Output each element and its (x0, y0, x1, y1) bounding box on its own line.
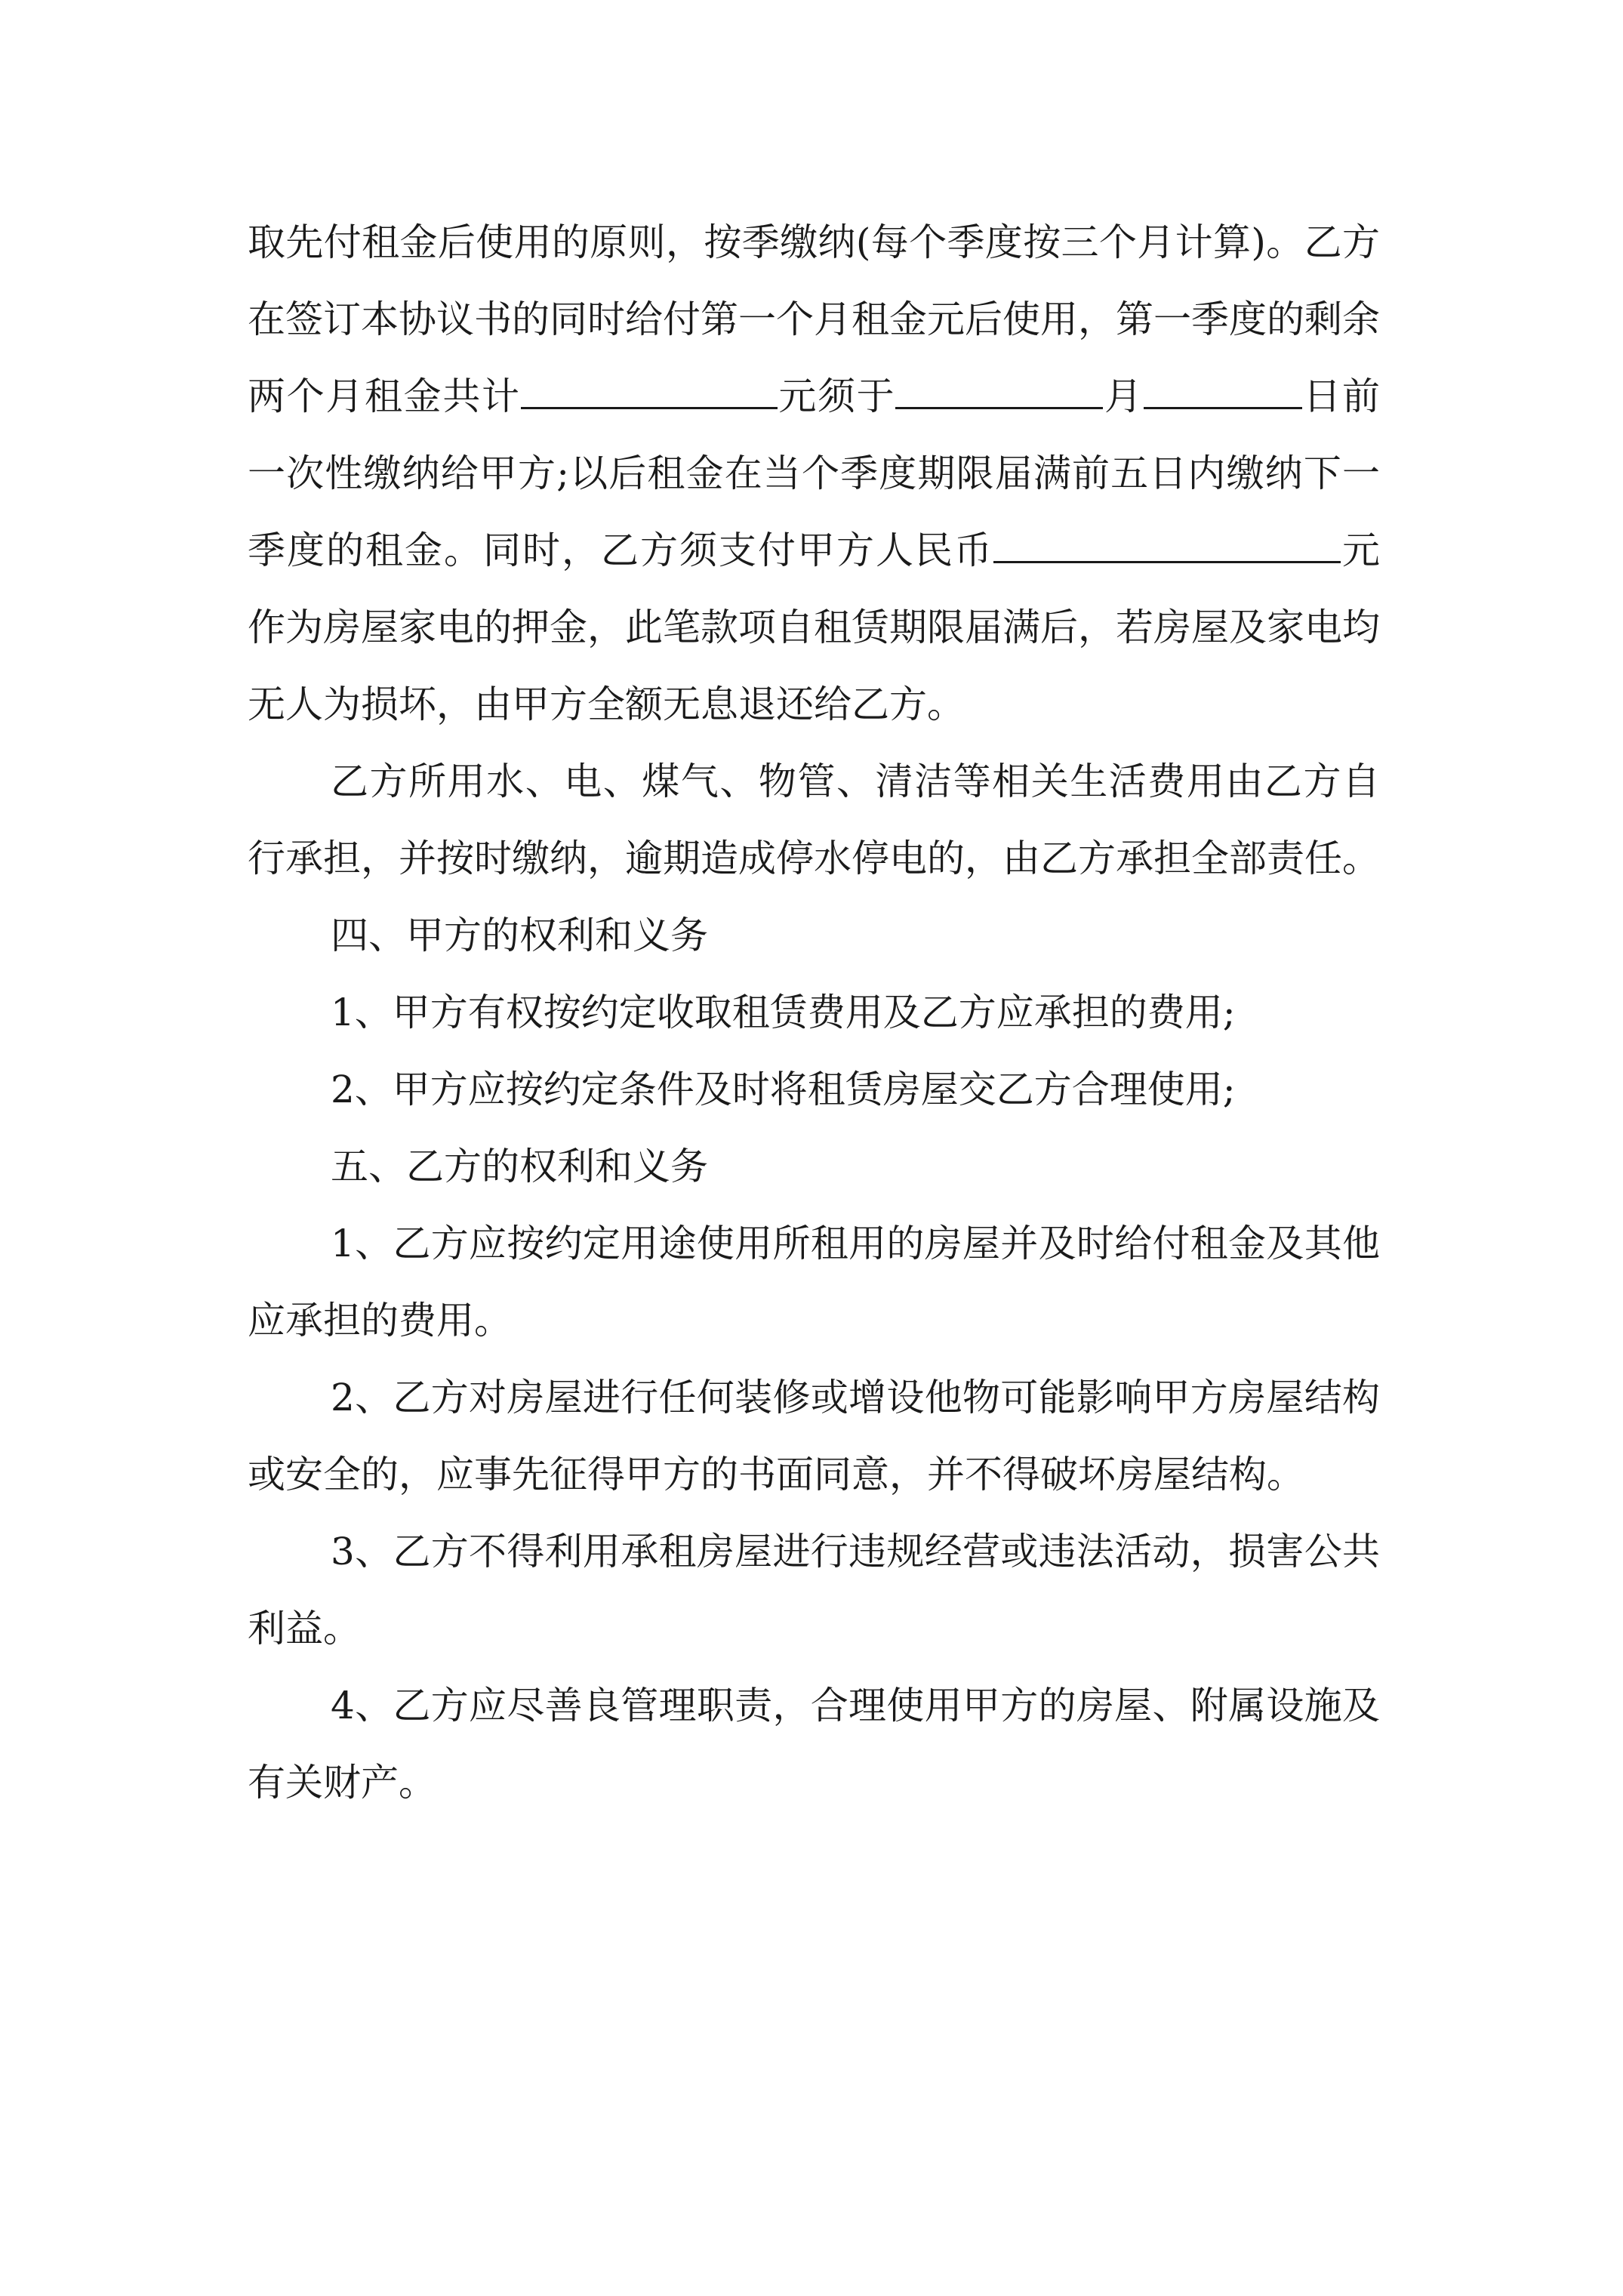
section-heading-party-a: 四、甲方的权利和义务 (331, 914, 708, 957)
party-b-clause-3: 3、乙方不得利用承租房屋进行违规经营或违法活动，损害公共利益。 (248, 1530, 1380, 1650)
rent-payment-text-3: 月 (1103, 374, 1144, 418)
deposit-amount-blank[interactable] (993, 516, 1341, 563)
due-month-blank[interactable] (895, 362, 1103, 409)
party-b-clause-2: 2、乙方对房屋进行任何装修或增设他物可能影响甲方房屋结构或安全的，应事先征得甲方的书面同意，并不得破坏房屋结构。 (248, 1376, 1380, 1496)
party-a-clause-1: 1、甲方有权按约定收取租赁费用及乙方应承担的费用; (331, 991, 1236, 1034)
living-expenses-paragraph: 乙方所用水、电、煤气、物管、清洁等相关生活费用由乙方自行承担，并按时缴纳，逾期造成停水停电的，由乙方承担全部责任。 (248, 760, 1380, 880)
due-day-blank[interactable] (1144, 362, 1302, 409)
party-b-clause-4: 4、乙方应尽善良管理职责，合理使用甲方的房屋、附属设施及有关财产。 (248, 1684, 1380, 1804)
remaining-rent-blank[interactable] (521, 362, 778, 409)
document-body (248, 204, 1380, 1821)
section-heading-party-b: 五、乙方的权利和义务 (331, 1145, 708, 1188)
rent-payment-paragraph (248, 204, 1380, 743)
rent-payment-text-2: 元须于 (777, 374, 896, 418)
rent-payment-text-1: 取先付租金后使用的原则，按季缴纳(每个季度按三个月计算)。乙方在签订本协议书的同时给付第一个月租金元后使用，第一季度的剩余两个月租金共计 (248, 220, 1380, 418)
rent-payment-text-4: 日前一次性缴纳给甲方;以后租金在当个季度期限届满前五日内缴纳下一季度的租金。同时，乙方须支付甲方人民币 (248, 374, 1381, 572)
party-a-clause-2: 2、甲方应按约定条件及时将租赁房屋交乙方合理使用; (331, 1068, 1236, 1111)
party-b-clause-1: 1、乙方应按约定用途使用所租用的房屋并及时给付租金及其他应承担的费用。 (248, 1222, 1380, 1342)
rent-payment-text-5: 元作为房屋家电的押金，此笔款项自租赁期限届满后，若房屋及家电均无人为损坏，由甲方全额无息退还给乙方。 (248, 529, 1380, 726)
